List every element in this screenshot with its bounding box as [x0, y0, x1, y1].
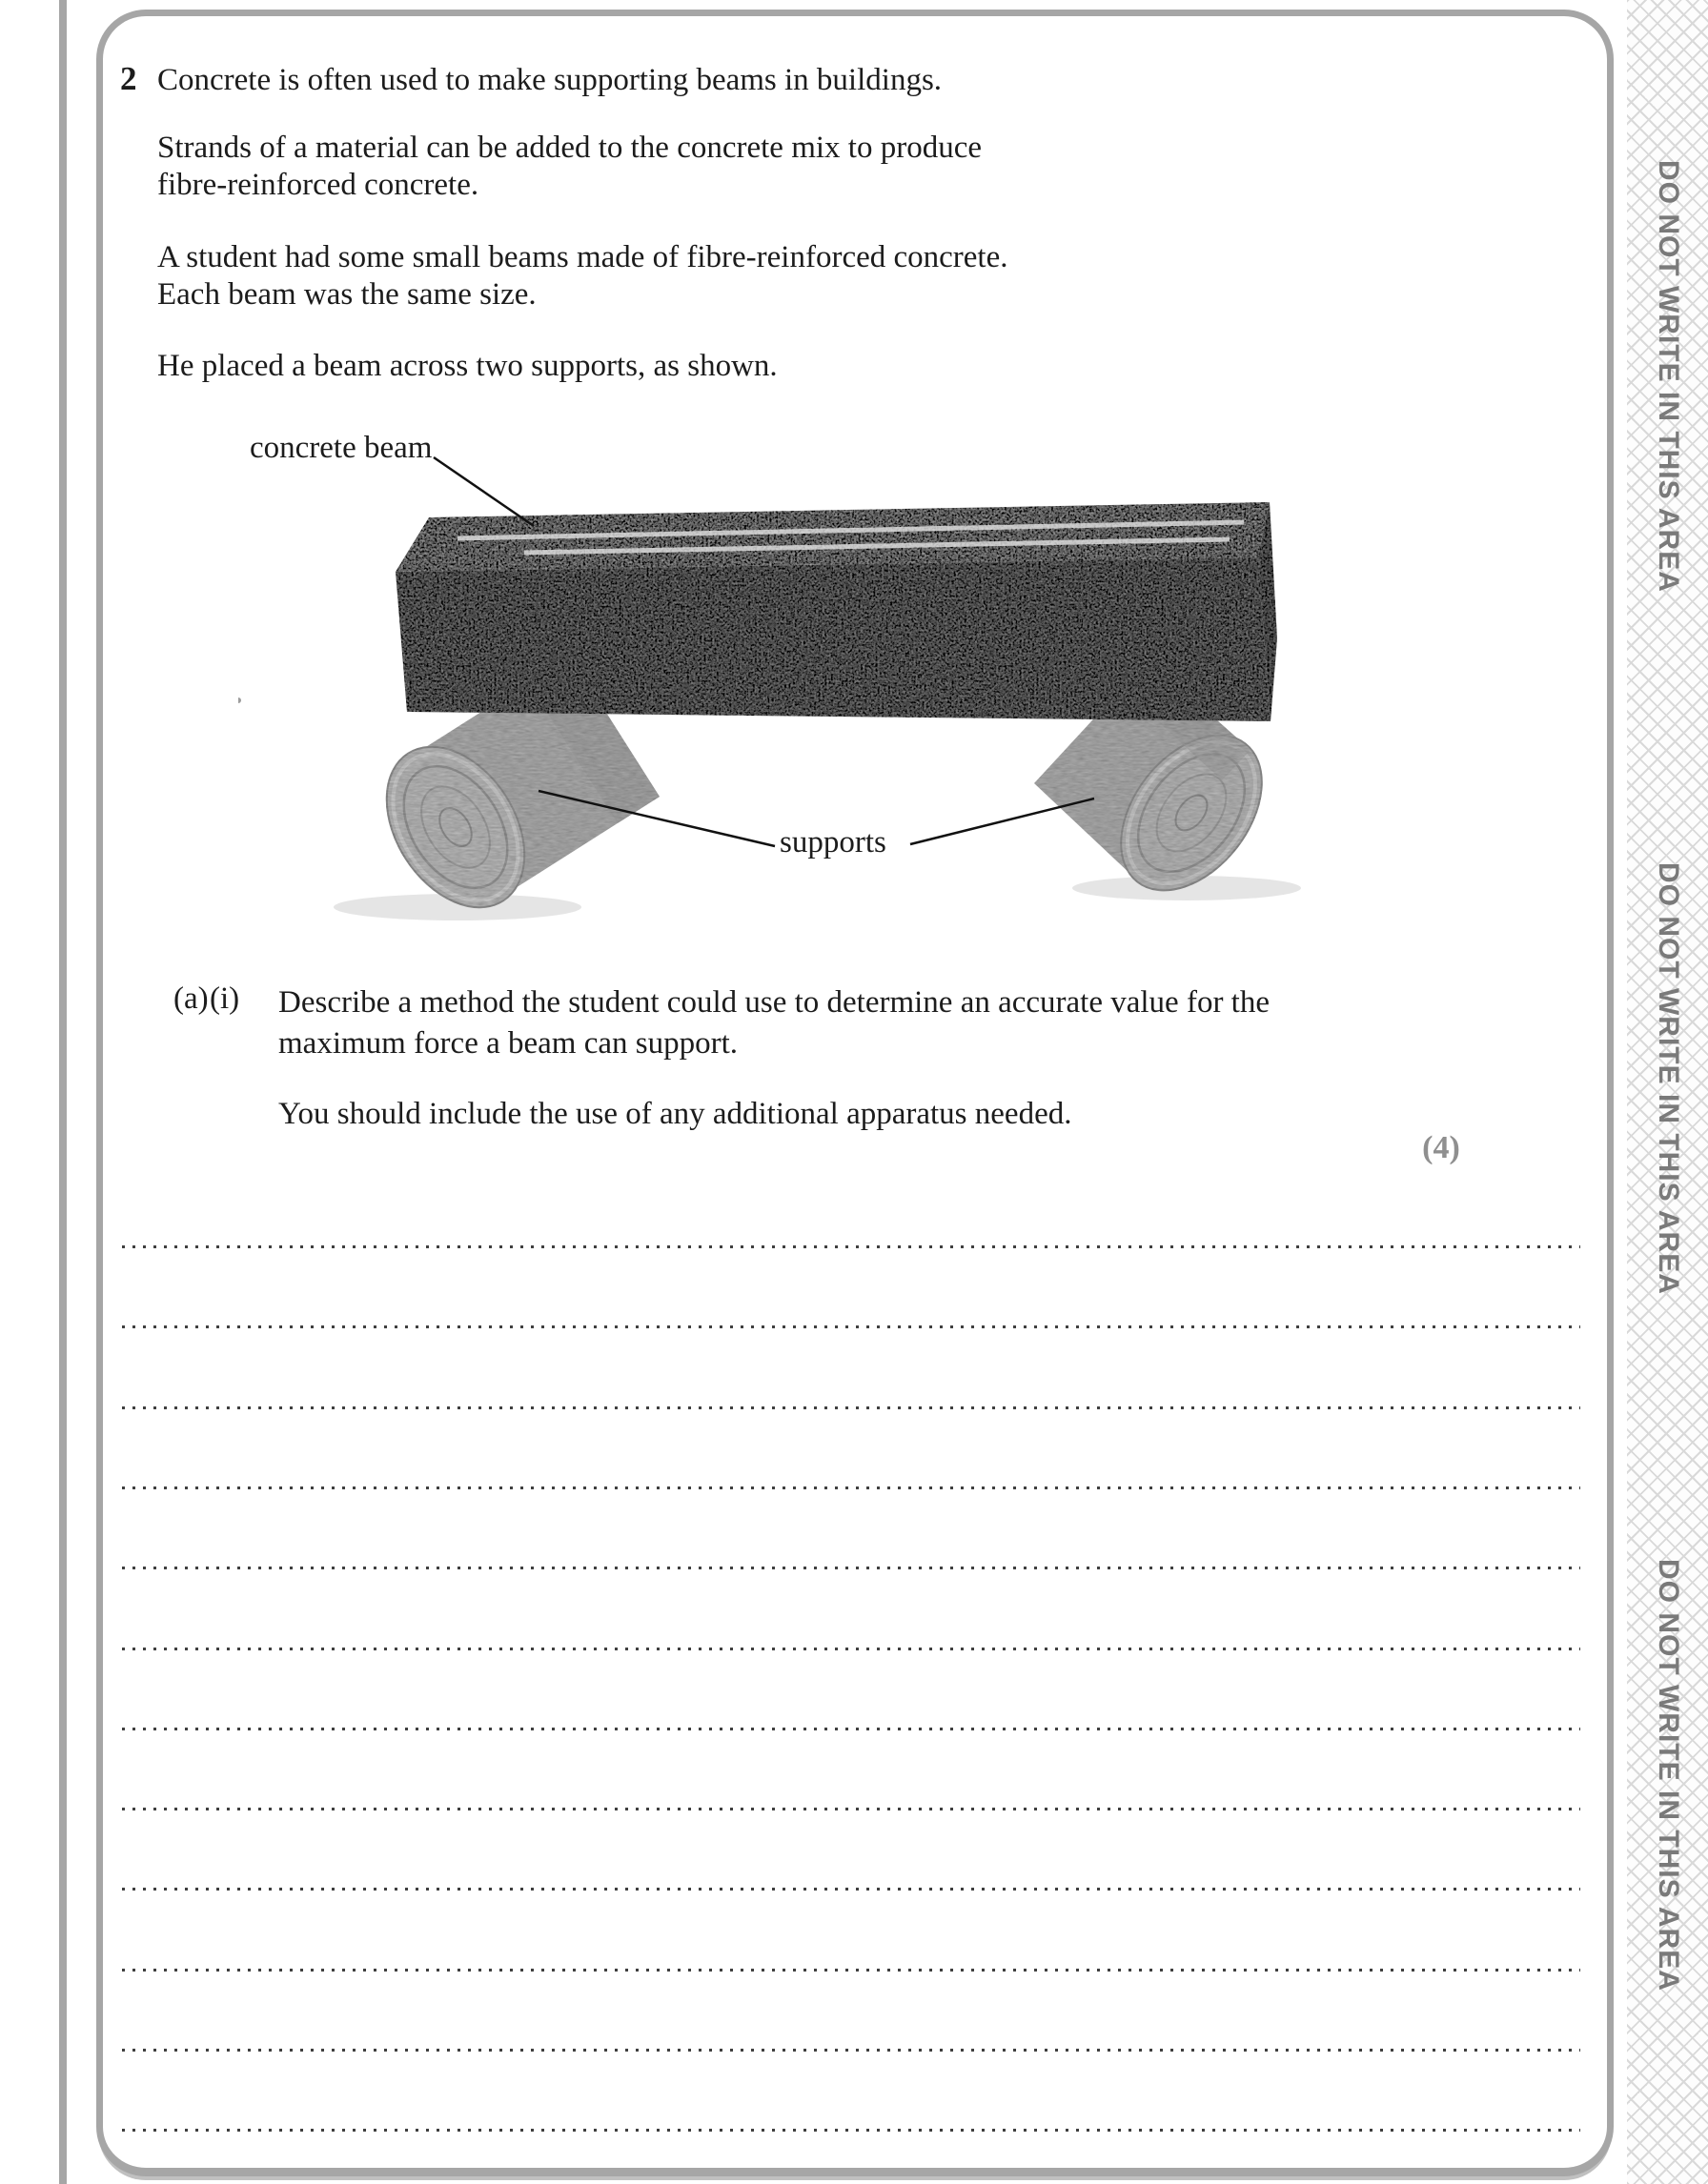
- question-frame: [96, 10, 1614, 2176]
- stem-line: Concrete is often used to make supporting beams in buildings.: [157, 63, 943, 97]
- answer-line[interactable]: [122, 1486, 1580, 1489]
- stem-line: He placed a beam across two supports, as shown.: [157, 349, 778, 383]
- stem-paragraph-4: [157, 348, 778, 385]
- right-support-leader-line: [910, 799, 1094, 844]
- part-i-label: (i): [210, 981, 240, 1016]
- answer-line[interactable]: [122, 1808, 1580, 1810]
- answer-line[interactable]: [122, 2129, 1580, 2132]
- page-left-rule: [59, 0, 67, 2184]
- stem-line: Each beam was the same size.: [157, 277, 537, 312]
- stem-paragraph-3: [157, 239, 1008, 313]
- stem-paragraph-1: [157, 62, 942, 99]
- answer-line[interactable]: [122, 1567, 1580, 1569]
- beam-figure: [238, 419, 1344, 953]
- part-note: [278, 1094, 1071, 1135]
- stem-line: fibre-reinforced concrete.: [157, 168, 479, 202]
- marks-badge: (4): [1422, 1130, 1460, 1165]
- do-not-write-text-3: DO NOT WRITE IN THIS AREA: [1653, 1559, 1684, 1992]
- stem-line: A student had some small beams made of fibre-reinforced concrete.: [157, 240, 1008, 274]
- answer-line[interactable]: [122, 1245, 1580, 1248]
- part-prompt: [278, 982, 1270, 1064]
- answer-line[interactable]: [122, 1325, 1580, 1328]
- answer-line[interactable]: [122, 1648, 1580, 1650]
- part-a-label: (a): [173, 981, 209, 1016]
- do-not-write-text-1: DO NOT WRITE IN THIS AREA: [1653, 160, 1684, 593]
- supports-label: supports: [780, 825, 886, 859]
- do-not-write-text-2: DO NOT WRITE IN THIS AREA: [1653, 862, 1684, 1295]
- stem-line: Strands of a material can be added to the concrete mix to produce: [157, 131, 982, 165]
- beam-leader-line: [434, 457, 534, 526]
- answer-line[interactable]: [122, 1888, 1580, 1891]
- question-number: 2: [120, 60, 137, 97]
- answer-line[interactable]: [122, 1728, 1580, 1730]
- answer-line[interactable]: [122, 1406, 1580, 1409]
- prompt-line: Describe a method the student could use to determine an accurate value for the: [278, 985, 1270, 1020]
- note-line: You should include the use of any additional apparatus needed.: [278, 1097, 1072, 1131]
- stem-paragraph-2: [157, 130, 982, 204]
- answer-line[interactable]: [122, 2049, 1580, 2052]
- prompt-line: maximum force a beam can support.: [278, 1026, 738, 1061]
- beam-front-face: [396, 557, 1271, 721]
- answer-line[interactable]: [122, 1969, 1580, 1972]
- concrete-beam-label: concrete beam: [250, 431, 433, 465]
